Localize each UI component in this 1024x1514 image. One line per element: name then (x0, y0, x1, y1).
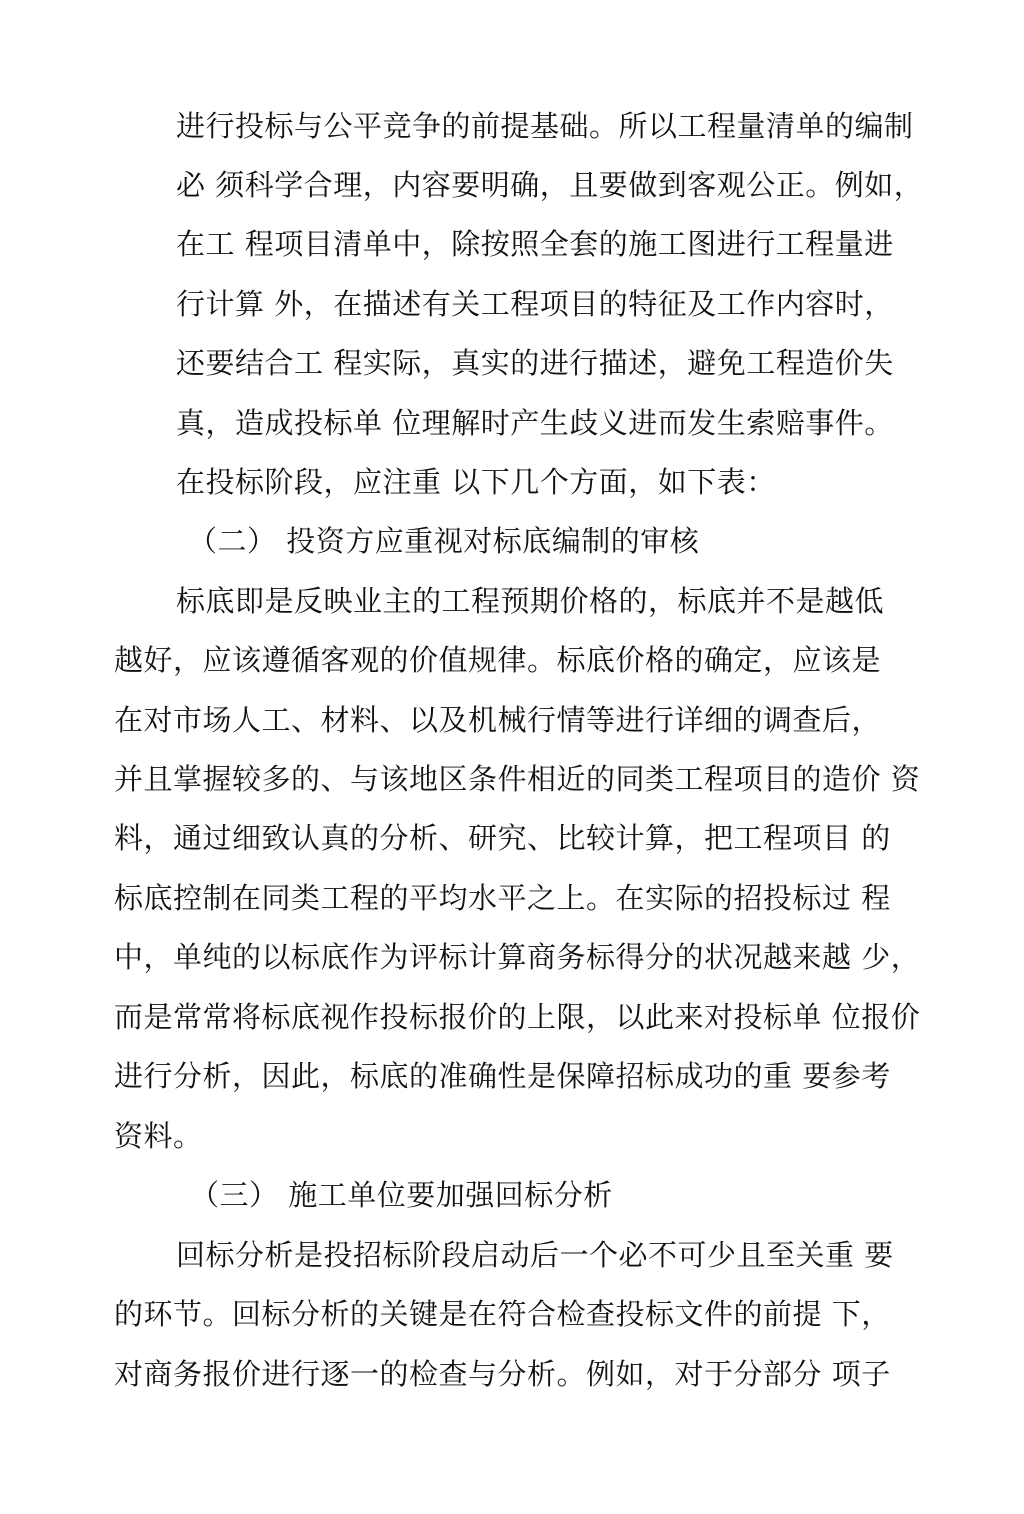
text-line: 还要结合工 程实际，真实的进行描述，避免工程造价失 (176, 346, 894, 380)
text-line: 回标分析是投招标阶段启动后一个必不可少且至关重 要 (176, 1238, 894, 1272)
text-line: 资料。 (114, 1119, 203, 1153)
text-line: 在对市场人工、材料、以及机械行情等进行详细的调查后， (114, 703, 882, 737)
text-line: 标底即是反映业主的工程预期价格的，标底并不是越低 (176, 584, 885, 618)
text-line: 越好，应该遵循客观的价值规律。标底价格的确定，应该是 (114, 643, 882, 677)
text-line: 并且掌握较多的、与该地区条件相近的同类工程项目的造价 资 (114, 762, 921, 796)
text-line: 真，造成投标单 位理解时产生歧义进而发生索赔事件。 (176, 406, 894, 440)
text-line: 在工 程项目清单中，除按照全套的施工图进行工程量进 (176, 227, 894, 261)
text-line: 而是常常将标底视作投标报价的上限，以此来对投标单 位报价 (114, 1000, 921, 1034)
text-line: 进行投标与公平竞争的前提基础。所以工程量清单的编制 (176, 109, 914, 143)
text-line: 对商务报价进行逐一的检查与分析。例如，对于分部分 项子 (114, 1357, 891, 1391)
text-line: 进行分析，因此，标底的准确性是保障招标成功的重 要参考 (114, 1059, 891, 1093)
text-line: 标底控制在同类工程的平均水平之上。在实际的招投标过 程 (114, 881, 891, 915)
text-line: 在投标阶段，应注重 以下几个方面，如下表： (176, 465, 776, 499)
text-line: 的环节。回标分析的关键是在符合检查投标文件的前提 下， (114, 1297, 891, 1331)
text-line: 料，通过细致认真的分析、研究、比较计算，把工程项目 的 (114, 821, 891, 855)
text-line: 必 须科学合理，内容要明确，且要做到客观公正。例如， (176, 168, 924, 202)
text-line: 行计算 外，在描述有关工程项目的特征及工作内容时， (176, 287, 894, 321)
section-heading: （二） 投资方应重视对标底编制的审核 (188, 524, 700, 558)
text-line: 中，单纯的以标底作为评标计算商务标得分的状况越来越 少， (114, 940, 921, 974)
section-heading: （三） 施工单位要加强回标分析 (190, 1178, 613, 1212)
